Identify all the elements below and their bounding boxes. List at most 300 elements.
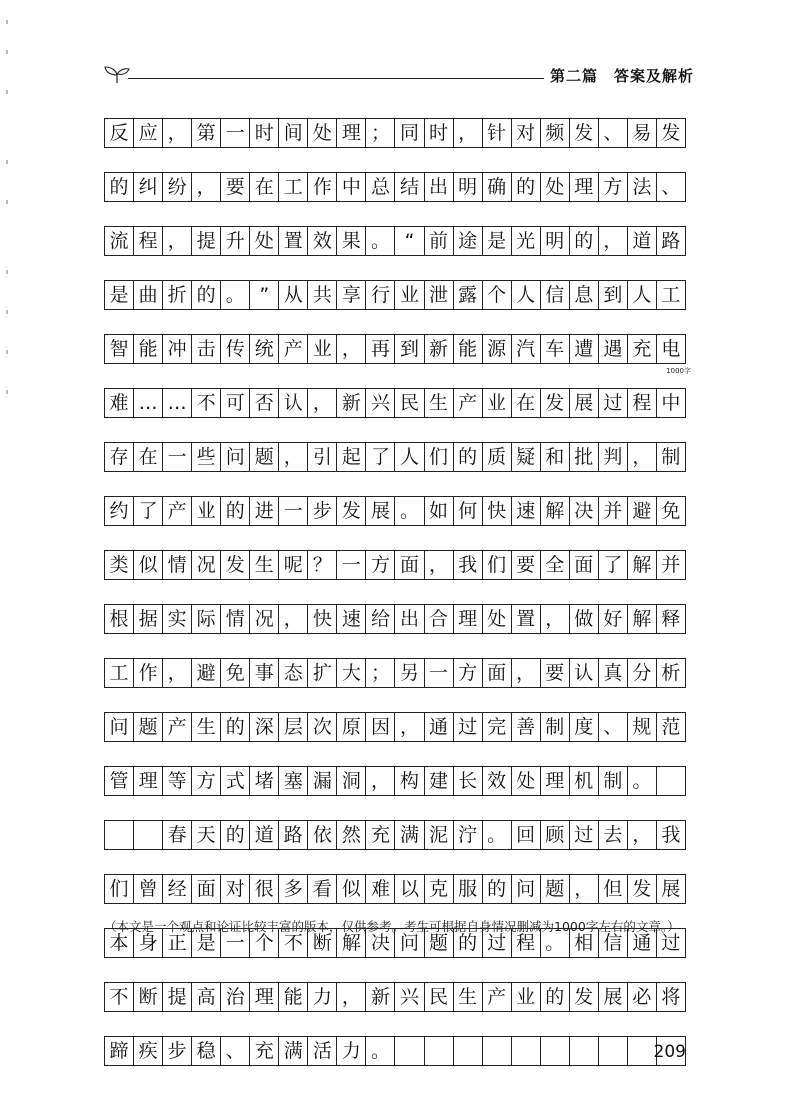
grid-row [104, 172, 686, 202]
grid-cell: 产 [482, 983, 511, 1011]
grid-cell: 流 [109, 229, 129, 252]
grid-cell: 置 [511, 605, 540, 633]
grid-cell: 并 [598, 497, 627, 525]
grid-cell: 遭 [569, 335, 598, 363]
grid-cell: 的 [569, 227, 598, 255]
grid-cell: 行 [365, 281, 394, 309]
grid-cell: 到 [598, 281, 627, 309]
grid-cell: 道 [249, 821, 278, 849]
grid-cell: 合 [424, 605, 453, 633]
grid-cell: 新 [365, 983, 394, 1011]
grid-cell: 去 [598, 821, 627, 849]
grid-row [104, 604, 686, 634]
grid-cell: ， [278, 605, 307, 633]
grid-cell: 堵 [249, 767, 278, 795]
grid-cell: 管 [109, 769, 129, 792]
grid-cell: 、 [220, 1037, 249, 1065]
grid-cell: 的 [482, 875, 511, 903]
grid-cell: 结 [394, 173, 423, 201]
grid-cell: 等 [162, 767, 191, 795]
grid-cell: 息 [569, 281, 598, 309]
grid-cell: 业 [307, 335, 336, 363]
grid-cell: 间 [278, 119, 307, 147]
grid-cell: 对 [220, 875, 249, 903]
grid-cell: 原 [336, 713, 365, 741]
grid-cell: 多 [278, 875, 307, 903]
grid-cell: 依 [307, 821, 336, 849]
grid-cell: 约 [109, 499, 129, 522]
grid-cell: 的 [453, 929, 482, 957]
grid-cell: 否 [249, 389, 278, 417]
grid-cell: 析 [656, 659, 685, 687]
grid-cell: 些 [191, 443, 220, 471]
grid-cell: 全 [540, 551, 569, 579]
grid-cell: 源 [482, 335, 511, 363]
grid-cell: 但 [598, 875, 627, 903]
grid-cell: 兴 [365, 389, 394, 417]
grid-cell: 程 [627, 389, 656, 417]
section-title: 第二篇 答案及解析 [544, 65, 694, 86]
grid-cell: 制 [598, 767, 627, 795]
grid-cell: 理 [249, 983, 278, 1011]
grid-cell: 经 [162, 875, 191, 903]
grid-cell: 质 [482, 443, 511, 471]
grid-cell: 建 [424, 767, 453, 795]
grid-cell: 充 [249, 1037, 278, 1065]
footnote: （本文是一个观点和论证比较丰富的版本，仅供参考。考生可根据自身情况删减为1000字左右的文章。） [104, 919, 680, 934]
grid-cell: 能 [278, 983, 307, 1011]
grid-cell: 并 [656, 551, 685, 579]
grid-cell: 理 [540, 767, 569, 795]
grid-cell: 发 [569, 119, 598, 147]
grid-cell: 进 [249, 497, 278, 525]
grid-cell: 不 [278, 929, 307, 957]
grid-cell: 疑 [511, 443, 540, 471]
grid-cell: 深 [249, 713, 278, 741]
grid-cell: 了 [133, 497, 162, 525]
grid-cell: 展 [656, 875, 685, 903]
grid-row [104, 280, 686, 310]
grid-cell [133, 821, 162, 849]
grid-cell: 问 [511, 875, 540, 903]
grid-row [104, 820, 686, 850]
grid-cell: 展 [569, 389, 598, 417]
grid-cell: 展 [365, 497, 394, 525]
grid-cell: 呢 [278, 551, 307, 579]
grid-cell: 露 [453, 281, 482, 309]
grid-cell: 方 [453, 659, 482, 687]
grid-cell: 根 [109, 607, 129, 630]
grid-row [104, 496, 686, 526]
grid-cell [598, 1037, 627, 1065]
grid-cell: 制 [656, 443, 685, 471]
grid-cell: 问 [394, 929, 423, 957]
grid-cell: 、 [656, 173, 685, 201]
grid-cell: 的 [109, 175, 129, 198]
grid-cell: 问 [109, 715, 129, 738]
grid-cell: 做 [569, 605, 598, 633]
grid-cell: 面 [482, 659, 511, 687]
grid-cell: … [133, 389, 162, 417]
grid-cell: 。 [220, 281, 249, 309]
grid-cell: 克 [424, 875, 453, 903]
grid-cell: 速 [336, 605, 365, 633]
grid-cell: 避 [627, 497, 656, 525]
grid-cell: 况 [191, 551, 220, 579]
grid-cell: 题 [424, 929, 453, 957]
grid-cell: 过 [656, 929, 685, 957]
grid-cell: 引 [307, 443, 336, 471]
grid-cell: 要 [511, 551, 540, 579]
sprout-icon [104, 64, 130, 84]
grid-cell: 我 [453, 551, 482, 579]
grid-cell: 解 [627, 605, 656, 633]
grid-cell: 处 [540, 173, 569, 201]
grid-cell: 泥 [424, 821, 453, 849]
grid-cell: 生 [424, 389, 453, 417]
grid-cell: 本 [109, 931, 129, 954]
grid-cell: 存 [109, 445, 129, 468]
grid-cell: 路 [656, 227, 685, 255]
grid-cell: 工 [656, 281, 685, 309]
grid-cell: 服 [453, 875, 482, 903]
grid-cell: 到 [394, 335, 423, 363]
grid-cell: 一 [162, 443, 191, 471]
grid-cell: 快 [307, 605, 336, 633]
grid-cell: 曲 [133, 281, 162, 309]
grid-cell: 新 [336, 389, 365, 417]
grid-cell: 何 [453, 497, 482, 525]
grid-cell: 、 [598, 119, 627, 147]
grid-cell: 要 [220, 173, 249, 201]
grid-cell: 问 [220, 443, 249, 471]
grid-cell: 断 [133, 983, 162, 1011]
grid-cell: ， [336, 983, 365, 1011]
grid-cell: 泄 [424, 281, 453, 309]
grid-cell: 难 [365, 875, 394, 903]
grid-cell: 反 [109, 121, 129, 144]
grid-cell: 身 [133, 929, 162, 957]
grid-cell [394, 1037, 423, 1065]
grid-cell: 生 [191, 713, 220, 741]
grid-cell: 我 [656, 821, 685, 849]
grid-cell: 稳 [191, 1037, 220, 1065]
grid-cell: 漏 [307, 767, 336, 795]
running-header [104, 62, 694, 88]
grid-cell: 高 [191, 983, 220, 1011]
grid-cell: 理 [336, 119, 365, 147]
grid-cell: 步 [162, 1037, 191, 1065]
grid-cell: 曾 [133, 875, 162, 903]
grid-cell: 能 [133, 335, 162, 363]
grid-cell: 是 [191, 929, 220, 957]
grid-cell [511, 1037, 540, 1065]
grid-cell: 看 [307, 875, 336, 903]
grid-cell: 产 [453, 389, 482, 417]
grid-cell: ， [598, 227, 627, 255]
grid-cell: ， [162, 119, 191, 147]
grid-cell: 前 [424, 227, 453, 255]
grid-cell: 充 [365, 821, 394, 849]
grid-cell: 好 [598, 605, 627, 633]
grid-cell: 针 [482, 119, 511, 147]
grid-cell: 情 [162, 551, 191, 579]
grid-cell: 第 [191, 119, 220, 147]
grid-cell: 式 [220, 767, 249, 795]
margin-marks [6, 10, 10, 410]
grid-cell: 决 [569, 497, 598, 525]
grid-cell: 光 [511, 227, 540, 255]
grid-cell: 生 [453, 983, 482, 1011]
grid-cell: 遇 [598, 335, 627, 363]
grid-cell: ， [569, 875, 598, 903]
grid-cell: 不 [191, 389, 220, 417]
grid-cell: 明 [453, 173, 482, 201]
grid-row [104, 766, 686, 796]
grid-row [104, 334, 691, 375]
grid-cell: 批 [569, 443, 598, 471]
grid-cell: 。 [627, 767, 656, 795]
grid-cell: … [162, 389, 191, 417]
grid-cell: 冲 [162, 335, 191, 363]
grid-cell: 发 [656, 119, 685, 147]
grid-cell: 路 [278, 821, 307, 849]
grid-cell: 业 [394, 281, 423, 309]
grid-cell: 过 [598, 389, 627, 417]
grid-cell: 治 [220, 983, 249, 1011]
grid-cell: 产 [162, 497, 191, 525]
grid-cell: 电 [656, 335, 685, 363]
grid-cell: 程 [133, 227, 162, 255]
grid-cell: 况 [249, 605, 278, 633]
grid-cell: 通 [627, 929, 656, 957]
grid-cell: 疾 [133, 1037, 162, 1065]
grid-cell: 过 [482, 929, 511, 957]
grid-cell: 、 [598, 713, 627, 741]
grid-cell: ， [278, 443, 307, 471]
grid-cell: 在 [249, 173, 278, 201]
grid-cell: 们 [482, 551, 511, 579]
grid-cell: 产 [278, 335, 307, 363]
grid-cell: 释 [656, 605, 685, 633]
grid-cell: 以 [394, 875, 423, 903]
grid-cell: ， [627, 821, 656, 849]
grid-cell: 机 [569, 767, 598, 795]
grid-cell: 类 [109, 553, 129, 576]
grid-cell: 车 [540, 335, 569, 363]
grid-cell: 分 [627, 659, 656, 687]
grid-cell: 塞 [278, 767, 307, 795]
grid-cell: 正 [162, 929, 191, 957]
grid-cell: 提 [191, 227, 220, 255]
grid-cell: 步 [307, 497, 336, 525]
grid-cell: 频 [540, 119, 569, 147]
grid-cell: 层 [278, 713, 307, 741]
grid-cell: 。 [365, 227, 394, 255]
grid-cell: 易 [627, 119, 656, 147]
grid-cell: 折 [162, 281, 191, 309]
grid-cell: 处 [249, 227, 278, 255]
grid-cell: 程 [511, 929, 540, 957]
grid-cell: 满 [394, 821, 423, 849]
grid-cell: 人 [627, 281, 656, 309]
grid-cell: 再 [365, 335, 394, 363]
grid-cell: ， [191, 173, 220, 201]
grid-cell: 起 [336, 443, 365, 471]
grid-cell: 回 [511, 821, 540, 849]
grid-cell: 人 [394, 443, 423, 471]
grid-cell: 似 [133, 551, 162, 579]
grid-cell [453, 1037, 482, 1065]
grid-cell: 的 [540, 983, 569, 1011]
grid-cell: ， [336, 335, 365, 363]
grid-cell: 范 [656, 713, 685, 741]
grid-cell: 长 [453, 767, 482, 795]
grid-cell: 效 [482, 767, 511, 795]
grid-cell: 个 [482, 281, 511, 309]
grid-cell: 很 [249, 875, 278, 903]
grid-row [104, 1036, 686, 1066]
grid-cell: ” [249, 281, 278, 309]
grid-cell: 春 [162, 821, 191, 849]
grid-cell: 认 [278, 389, 307, 417]
grid-cell: 击 [191, 335, 220, 363]
grid-cell: 的 [220, 713, 249, 741]
grid-cell: 的 [511, 173, 540, 201]
word-count-mark: 1000字 [666, 367, 691, 375]
grid-cell: 事 [249, 659, 278, 687]
grid-cell: 纠 [133, 173, 162, 201]
grid-cell: 规 [627, 713, 656, 741]
grid-cell: 发 [540, 389, 569, 417]
grid-cell: 另 [394, 659, 423, 687]
grid-cell: 制 [540, 713, 569, 741]
grid-cell: ， [424, 551, 453, 579]
grid-cell: 时 [249, 119, 278, 147]
grid-cell: 中 [656, 389, 685, 417]
grid-cell: 途 [453, 227, 482, 255]
grid-cell: 了 [365, 443, 394, 471]
grid-cell: 传 [220, 335, 249, 363]
grid-cell: 认 [569, 659, 598, 687]
grid-cell: 在 [133, 443, 162, 471]
grid-cell: 一 [220, 929, 249, 957]
grid-cell: 的 [220, 821, 249, 849]
grid-cell: 确 [482, 173, 511, 201]
grid-cell: 出 [394, 605, 423, 633]
grid-cell: 同 [394, 119, 423, 147]
grid-cell: 方 [191, 767, 220, 795]
grid-cell: 善 [511, 713, 540, 741]
grid-cell: 不 [109, 985, 129, 1008]
grid-cell: 题 [540, 875, 569, 903]
grid-cell: 一 [336, 551, 365, 579]
grid-row [104, 712, 686, 742]
grid-cell: 充 [627, 335, 656, 363]
grid-cell: 际 [191, 605, 220, 633]
grid-cell: 面 [394, 551, 423, 579]
grid-cell: 次 [307, 713, 336, 741]
grid-row [104, 658, 686, 688]
grid-cell: 享 [336, 281, 365, 309]
grid-cell: 信 [540, 281, 569, 309]
grid-cell: 能 [453, 335, 482, 363]
grid-cell: 泞 [453, 821, 482, 849]
grid-cell: 智 [109, 337, 129, 360]
grid-cell: 展 [598, 983, 627, 1011]
grid-cell: 信 [598, 929, 627, 957]
grid-cell: 置 [278, 227, 307, 255]
grid-cell: 解 [627, 551, 656, 579]
grid-cell: ， [394, 713, 423, 741]
grid-cell: 们 [109, 877, 129, 900]
grid-cell [656, 767, 685, 795]
grid-cell: 工 [278, 173, 307, 201]
grid-cell: 。 [482, 821, 511, 849]
grid-cell: 业 [191, 497, 220, 525]
grid-cell: 理 [453, 605, 482, 633]
grid-cell: 们 [424, 443, 453, 471]
grid-cell: ； [365, 119, 394, 147]
grid-cell [424, 1037, 453, 1065]
grid-cell: 发 [220, 551, 249, 579]
grid-cell: ， [540, 605, 569, 633]
grid-cell: 面 [191, 875, 220, 903]
grid-cell [105, 821, 133, 849]
grid-cell: ， [162, 227, 191, 255]
grid-cell: 方 [598, 173, 627, 201]
grid-cell: 发 [627, 875, 656, 903]
grid-cell: 出 [424, 173, 453, 201]
grid-cell: ， [453, 119, 482, 147]
grid-cell: 题 [133, 713, 162, 741]
grid-cell: 作 [133, 659, 162, 687]
grid-cell: 度 [569, 713, 598, 741]
grid-cell: 力 [336, 1037, 365, 1065]
grid-cell: 题 [249, 443, 278, 471]
grid-cell: ， [365, 767, 394, 795]
grid-cell: 难 [109, 391, 129, 414]
grid-cell: ， [511, 659, 540, 687]
grid-row [104, 442, 686, 472]
grid-cell: 力 [307, 983, 336, 1011]
grid-cell: 处 [511, 767, 540, 795]
grid-row [104, 226, 686, 256]
grid-cell: 据 [133, 605, 162, 633]
page-number: 209 [653, 1042, 686, 1062]
grid-cell: 天 [191, 821, 220, 849]
grid-cell: 一 [278, 497, 307, 525]
grid-cell: 然 [336, 821, 365, 849]
grid-cell: 速 [511, 497, 540, 525]
grid-cell: 满 [278, 1037, 307, 1065]
grid-cell: 过 [569, 821, 598, 849]
grid-cell: 必 [627, 983, 656, 1011]
grid-cell: 。 [394, 497, 423, 525]
grid-cell: 活 [307, 1037, 336, 1065]
grid-cell: 判 [598, 443, 627, 471]
grid-cell [569, 1037, 598, 1065]
grid-cell: 从 [278, 281, 307, 309]
grid-cell: 方 [365, 551, 394, 579]
grid-cell: 面 [569, 551, 598, 579]
grid-cell: “ [394, 227, 423, 255]
grid-cell: 民 [424, 983, 453, 1011]
grid-cell: 决 [365, 929, 394, 957]
grid-cell: 断 [307, 929, 336, 957]
grid-cell: 总 [365, 173, 394, 201]
grid-cell: 相 [569, 929, 598, 957]
